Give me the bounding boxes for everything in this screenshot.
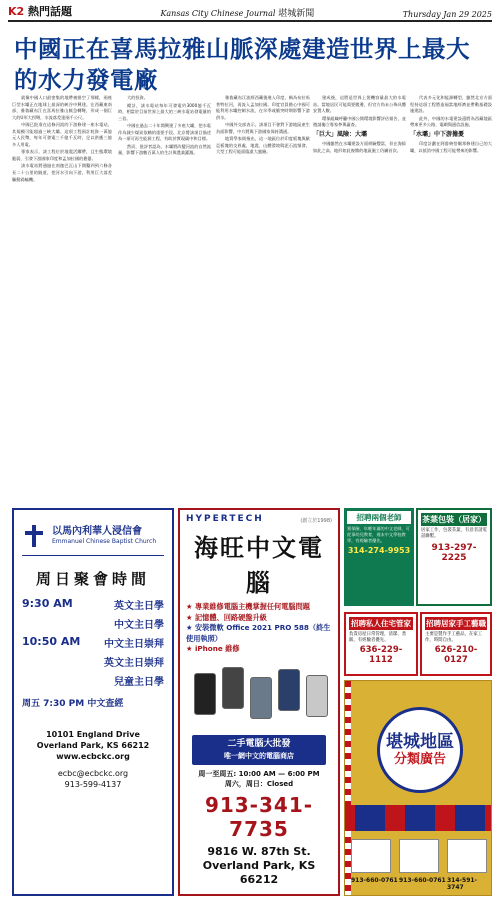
schedule-time: 9:30 AM — [22, 597, 73, 610]
classified-logo — [377, 707, 463, 793]
phone-icon — [222, 667, 244, 709]
church-contact — [22, 768, 164, 790]
service-item: ★ 記憶體、回路硬盤升級 — [186, 612, 267, 622]
ad-body: 主要是製作手工藝品，在家工作，時間自由。 — [425, 632, 483, 644]
article-paragraph: 就像中國人口最密集的地帶被排空了那樣，兩座巨型水壩正在地球上最深的峽谷中興建。在西藏東南部，雅魯藏布江在喜馬拉雅山脈急轉彎，形成一個巨大的U形大拐彎，水流落差達兩千公尺。 — [12, 95, 112, 120]
hours-weekday: 周一至周五: 10:00 AM — 6:00 PM — [198, 769, 320, 778]
classified-ads-box — [344, 680, 492, 896]
ad-body: 居家工作，包裝茶葉，有意者請電話聯繫。 — [421, 528, 487, 540]
address-line-2: Overland Park, KS 66212 — [36, 741, 150, 750]
section-header — [8, 3, 72, 19]
article-paragraph: 然而，批評者認為，水壩將改變河流的自然流量，影響下游數百萬人的生計與農業灌溉。 — [118, 143, 211, 156]
section-title: 熱門話題 — [28, 5, 73, 18]
issue-date: Thursday Jan 29 2025 — [402, 10, 492, 19]
article-paragraph: 總計，該水電站每年可發電約3000億千瓦時，相當於目前世界上最大的三峽水電站發電量的三倍。 — [118, 102, 211, 121]
service-list — [186, 602, 332, 655]
church-ad — [12, 508, 174, 896]
article-paragraph: 專家表示，該工程位於地震活躍帶，且生態環境脆弱，引發下游國家印度和孟加拉國的擔憂。 — [12, 149, 112, 161]
store-address — [186, 845, 332, 887]
article-paragraph: 中國外交部表示，該項目不會對下游地區產生負面影響，中方將與下游國家保持溝通。 — [216, 122, 310, 134]
logo-line-2: 分類廣告 — [393, 752, 446, 767]
classified-tab — [399, 839, 439, 873]
classified-phone: 913-660-0761 — [351, 877, 398, 884]
article-column-1 — [12, 95, 112, 505]
church-phone: 913-599-4137 — [64, 780, 122, 789]
ad-phone: 314-274-9953 — [347, 546, 411, 555]
classified-phone: 314-591-3747 — [447, 877, 478, 891]
article-paragraph: 印度計劃在阿魯納恰爾邦修建自己的大壩，以抵消中國工程可能帶來的影響。 — [410, 141, 492, 153]
article-paragraph: 建成後，這將是世界上裝機容量最大的水電站。當地居民可能需要搬遷，但官方尚未公佈具體安置人數。 — [313, 95, 406, 114]
schedule-time: 10:50 AM — [22, 635, 81, 648]
used-computers-banner — [192, 735, 326, 765]
church-website[interactable]: www.ecbckc.org — [56, 752, 130, 761]
article-column-3 — [216, 95, 310, 505]
ad-body: 賣保險、年輕年滿的中文老師，可從事幼兒教育，週末中文學校教學，有經驗者優先。 — [347, 526, 410, 543]
schedule-activity: 英文主日崇拜 — [104, 658, 164, 669]
article-paragraph: 中國已批准在這條河流的下游修建一座水電站，其規模可能超過三峽大壩。這項工程預計耗資一萬億元人民幣，每年可發電三千億千瓦時，足以供應三億多人用電。 — [12, 122, 112, 147]
established-year: (創立於1998) — [300, 518, 332, 524]
classified-tab — [351, 839, 391, 873]
article-paragraph: 該水電站將通過在南迦巴瓦山下開鑿四到六條各長二十公里的隧道，把河水引向下游，利用巨大落差驅動渦輪機。 — [12, 163, 112, 182]
brand-name: HYPERTECH — [186, 514, 264, 524]
store-name: 海旺中文電腦 — [194, 534, 324, 597]
ad-phone: 626-210-0127 — [434, 645, 478, 666]
headline-line-2: 的水力發電廠 — [14, 66, 158, 94]
ad-title: 茶葉包裝（居家） — [422, 515, 486, 524]
handicraft-ad — [420, 612, 492, 676]
hypertech-ad — [178, 508, 340, 896]
address-line-1: 9816 W. 87th St. — [207, 844, 311, 858]
address-line-2: Overland Park, KS 66212 — [202, 858, 316, 886]
masthead — [8, 4, 492, 22]
paper-name-en: Kansas City Chinese Journal — [160, 9, 276, 18]
article-column-2 — [118, 95, 211, 505]
phone-icon — [278, 669, 300, 711]
article-column-4 — [313, 95, 406, 505]
schedule-row — [22, 616, 164, 631]
classified-tab — [447, 839, 487, 873]
headline — [14, 34, 488, 96]
page-number: K2 — [8, 5, 25, 18]
schedule-title: 周日聚會時間 — [35, 570, 150, 588]
schedule-row — [22, 673, 164, 688]
article-paragraph: 環保組織呼籲中國公開環境影響評估報告，並邀請獨立專家參與審查。 — [313, 115, 406, 128]
article-paragraph: 代表多元化和能源轉型，雖然北京方面堅持這項工程將造福當地經濟並帶動基礎設施建設。 — [410, 95, 492, 114]
ad-title: 招聘居家手工藝職 — [426, 619, 486, 628]
store-phone: 913-341-7735 — [204, 792, 314, 841]
article-paragraph: 雅魯藏布江流經西藏後進入印度，稱為布拉馬普特拉河，再流入孟加拉國。印度官員擔心中國可能利用水壩控制水流，在旱季或衝突時期影響下游供水。 — [216, 95, 310, 120]
article-paragraph: 大的投資。 — [127, 95, 148, 100]
cross-icon — [22, 524, 46, 548]
schedule-activity: 中文主日學 — [114, 620, 164, 631]
ribbon-banner — [345, 805, 492, 831]
article-paragraph: 地質學家則指出，這一地區位於印度板塊與歐亞板塊的交界處，地震、山體滑坡與泥石流頻發，大型工程可能面臨重大風險。 — [216, 136, 310, 155]
article-paragraph: 中國雖然在水壩建設方面經驗豐富，但在海拔如此之高、地形如此複雜的地區施工仍屬首次。 — [313, 141, 406, 153]
ad-phone: 913-297-2225 — [431, 543, 477, 564]
paper-name — [160, 6, 314, 19]
hours-weekend: 周六，周日：Closed — [224, 779, 294, 788]
schedule-row — [22, 597, 164, 612]
church-email[interactable]: ecbc@ecbckc.org — [57, 769, 129, 778]
ad-phone: 636-229-1112 — [359, 645, 403, 666]
schedule-activity: 中文主日崇拜 — [104, 639, 164, 650]
church-name-zh: 以馬內利華人浸信會 — [52, 525, 142, 537]
used-title: 二手電腦大批發 — [227, 738, 291, 749]
housekeeper-ad — [344, 612, 418, 676]
schedule-row — [22, 654, 164, 669]
hiring-teachers-ad — [344, 508, 414, 606]
schedule-activity: 兒童主日學 — [114, 677, 164, 688]
used-subtitle: 唯一網中文的電腦商店 — [224, 751, 294, 760]
article-subheading: 「巨大」風險：大壩 — [313, 130, 368, 138]
article-paragraph: 此外，中國的水電建設還將為西藏地區帶來更多公路、電網與通信設施。 — [410, 115, 492, 128]
phone-icon — [306, 675, 328, 717]
article-subheading: 「水壩」中下游擔憂 — [410, 130, 465, 138]
tea-packing-ad — [416, 508, 492, 606]
service-item: ★ 專業維修電腦主機掌握任何電腦問題 — [186, 602, 310, 611]
service-item: ★ iPhone 維修 — [186, 644, 240, 653]
phone-icon — [250, 677, 272, 719]
church-header — [22, 516, 164, 556]
article-paragraph: 中國在過去二十年間興建了多座大壩，把水電作為減少煤炭依賴的重要手段。北京將該項目描述為一項可再生能源工程，有助於實現碳中和目標。 — [118, 123, 211, 142]
schedule-activity: 英文主日學 — [114, 601, 164, 612]
classified-phone: 913-660-0761 — [399, 877, 446, 884]
store-hours — [186, 769, 332, 789]
church-name-en: Emmanuel Chinese Baptist Church — [52, 537, 157, 545]
paper-name-zh: 堪城新聞 — [278, 9, 315, 19]
ad-body: 負責房屋日常管理，清潔、煮飯，有經驗者優先。 — [349, 632, 407, 644]
ribbon-segment — [405, 805, 435, 831]
ribbon-segment — [355, 805, 385, 831]
phone-icon — [194, 673, 216, 715]
article-column-5 — [410, 95, 492, 505]
ad-title: 招聘兩個老師 — [347, 511, 411, 524]
logo-line-1: 堪城地區 — [386, 732, 454, 752]
church-address — [22, 729, 164, 762]
weekday-service: 周五 7:30 PM 中文查經 — [22, 699, 124, 709]
ad-title: 招聘私人住宅管家 — [351, 619, 411, 628]
headline-line-1: 中國正在喜馬拉雅山脈深處建造世界上最大 — [14, 35, 470, 63]
ribbon-segment — [455, 805, 485, 831]
schedule-row — [22, 635, 164, 650]
service-item: ★ 安裝微軟 Office 2021 PRO 588（終生使用執照） — [186, 623, 331, 643]
address-line-1: 10101 England Drive — [46, 730, 140, 739]
phones-image — [186, 661, 332, 731]
